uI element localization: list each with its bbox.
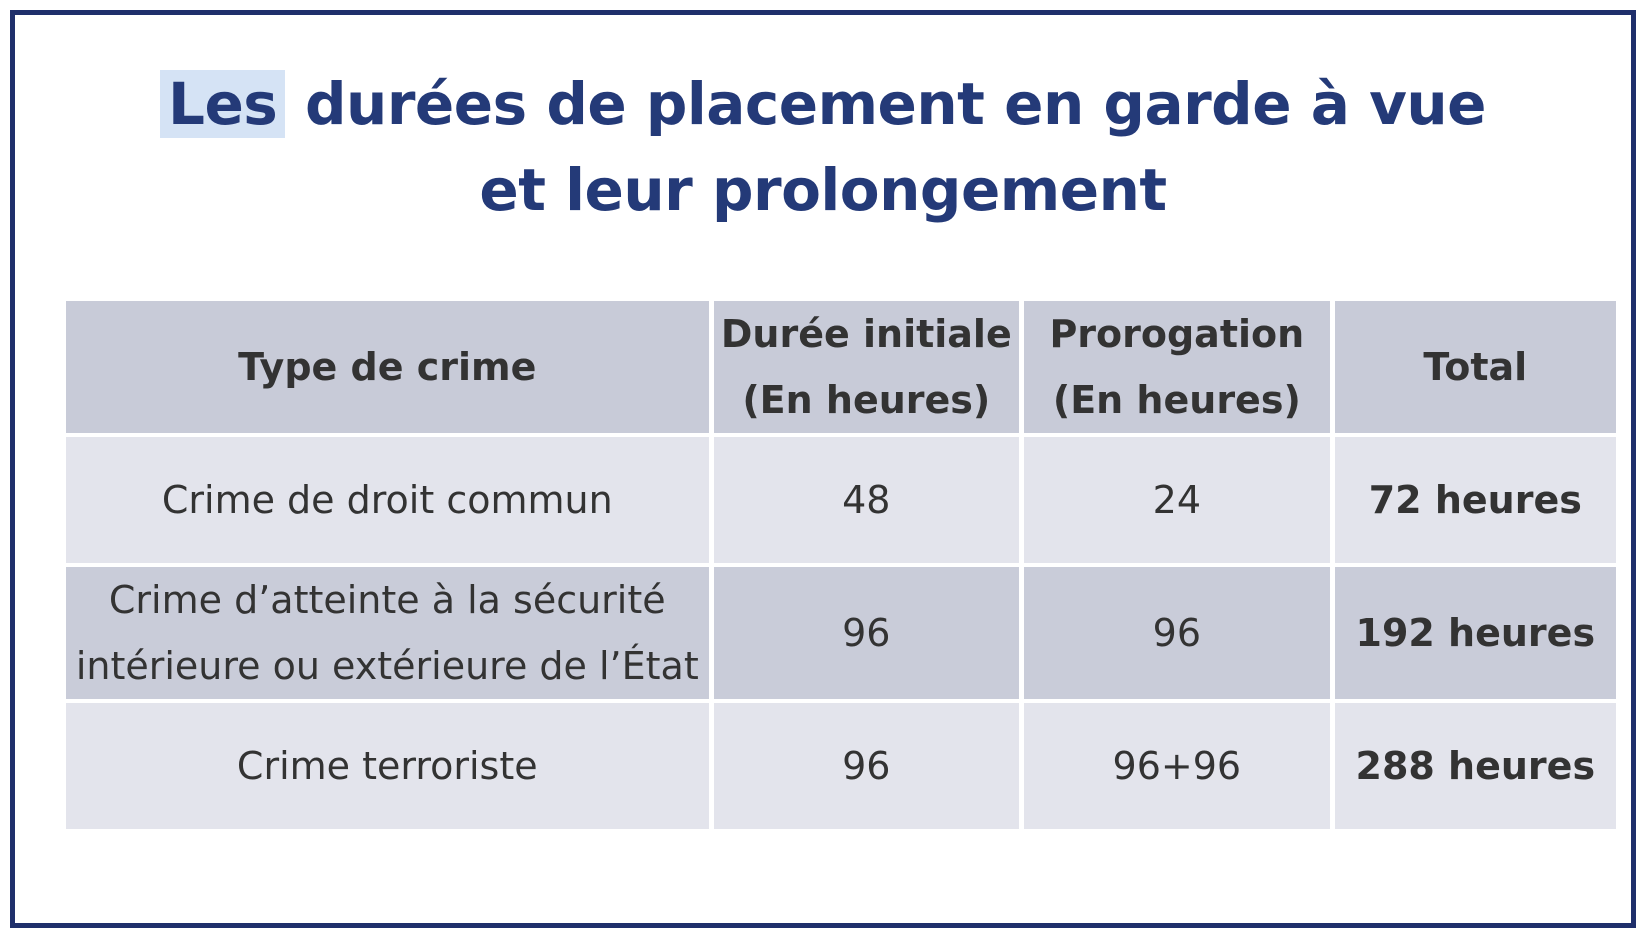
- header-prorogation: Prorogation (En heures): [1024, 301, 1330, 433]
- header-type: Type de crime: [66, 301, 709, 433]
- cell-total: 288 heures: [1335, 703, 1616, 829]
- cell-initial: 96: [714, 567, 1020, 699]
- cell-total: 192 heures: [1335, 567, 1616, 699]
- cell-total: 72 heures: [1335, 437, 1616, 563]
- header-total: Total: [1335, 301, 1616, 433]
- title-line-1: [15, 61, 1631, 147]
- cell-prorogation: 96: [1024, 567, 1330, 699]
- document-frame: [10, 10, 1636, 928]
- cell-type: Crime de droit commun: [66, 437, 709, 563]
- title-highlight: Les: [160, 70, 285, 138]
- table-row: [66, 437, 1616, 563]
- table-row: [66, 567, 1616, 699]
- header-initial: Durée initiale (En heures): [714, 301, 1020, 433]
- cell-prorogation: 96+96: [1024, 703, 1330, 829]
- durations-table: [61, 297, 1621, 833]
- cell-prorogation: 24: [1024, 437, 1330, 563]
- cell-type: Crime terroriste: [66, 703, 709, 829]
- page-title: [15, 61, 1631, 233]
- durations-table-wrapper: [61, 297, 1621, 833]
- cell-initial: 96: [714, 703, 1020, 829]
- table-header-row: [66, 301, 1616, 433]
- cell-type: Crime d’atteinte à la sécurité intérieure ou extérieure de l’État: [66, 567, 709, 699]
- title-line-2: et leur prolongement: [479, 156, 1167, 224]
- cell-initial: 48: [714, 437, 1020, 563]
- table-row: [66, 703, 1616, 829]
- title-line-1-rest: durées de placement en garde à vue: [285, 70, 1486, 138]
